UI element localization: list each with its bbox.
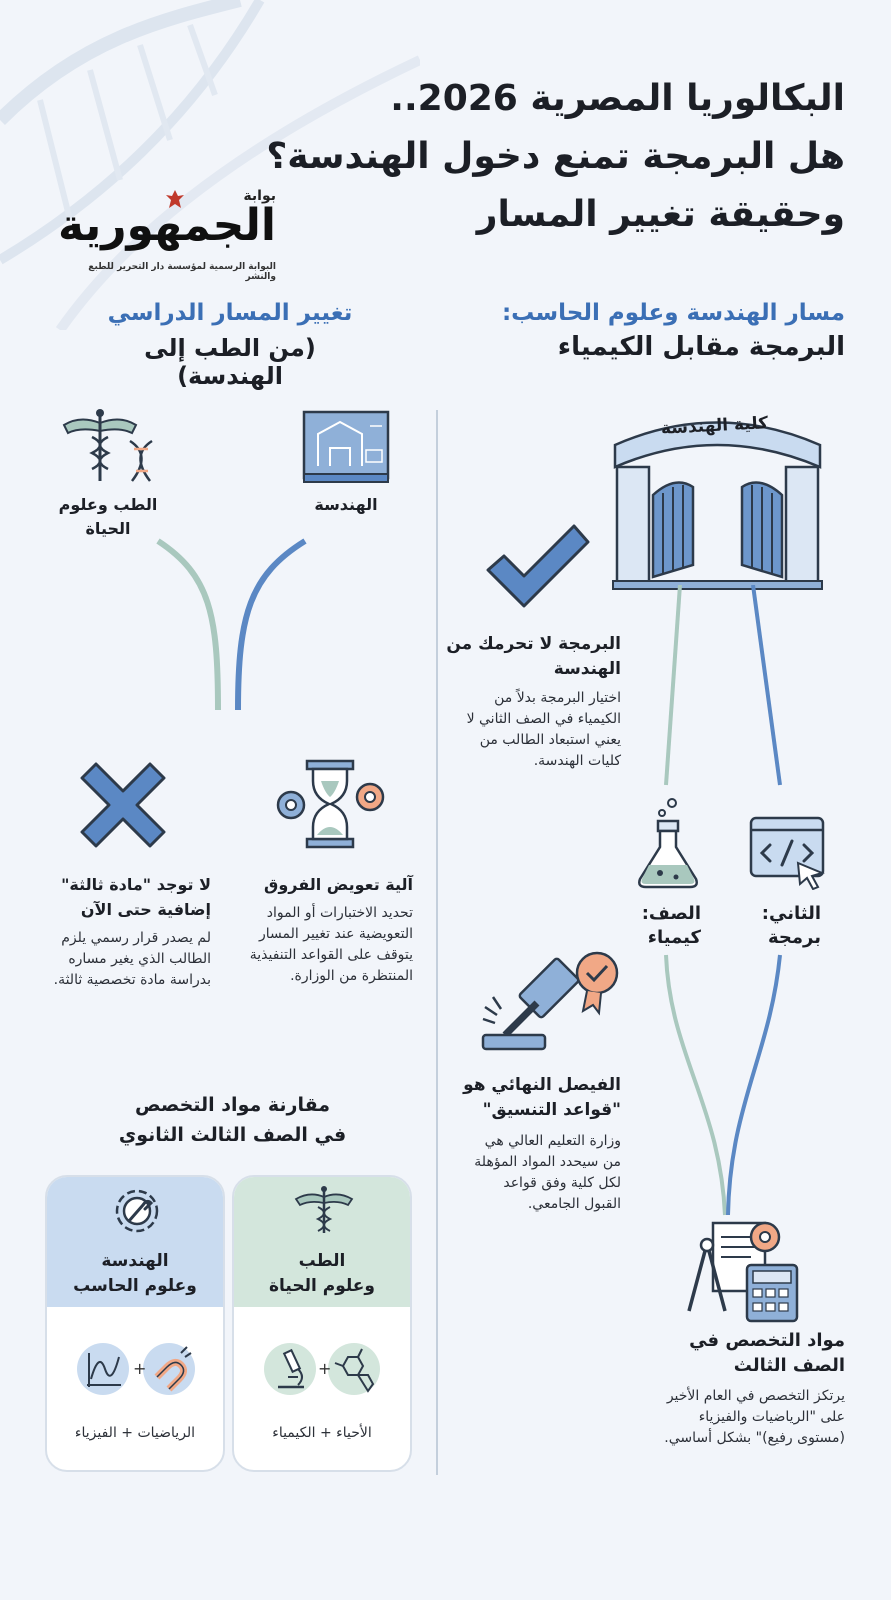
microscope-icon xyxy=(264,1343,316,1395)
item-body: اختيار البرمجة بدلاً من الكيمياء في الصف الثاني لا يعني استبعاد الطالب من كليات الهندسة. xyxy=(466,690,621,769)
gate-label: كلية الهندسة xyxy=(660,413,769,439)
logo-main-text: الجمهورية xyxy=(58,200,276,251)
programming-not-blocking xyxy=(441,632,621,772)
plus-sign: + xyxy=(133,1359,147,1378)
section-divider xyxy=(436,410,438,1475)
item-body: يرتكز التخصص في العام الأخير على "الرياضيات والفيزياء (مستوى رفيع)" بشكل أساسي. xyxy=(664,1388,845,1446)
card-title-line-2: وعلوم الحاسب xyxy=(73,1276,197,1296)
hourglass-gears-icon xyxy=(273,757,388,852)
item-body: وزارة التعليم العالي هي من سيحدد المواد المؤهلة لكل كلية وفق قواعد القبول الجامعي. xyxy=(474,1133,621,1212)
chemistry-flask-icon xyxy=(632,795,704,890)
comparison-title-line-1: مقارنة مواد التخصص xyxy=(134,1094,331,1116)
item-heading: مواد التخصص في الصف الثالث xyxy=(689,1330,845,1376)
plus-sign: + xyxy=(318,1359,332,1378)
item-heading: آلية تعويض الفروق xyxy=(264,875,413,894)
title-line-3: وحقيقة تغيير المسار xyxy=(476,194,845,235)
caduceus-dna-icon xyxy=(60,405,160,485)
left-title-line-2: (من الطب إلى الهندسة) xyxy=(144,334,316,390)
caduceus-icon xyxy=(294,1185,354,1235)
item-heading: لا توجد "مادة ثالثة" إضافية حتى الآن xyxy=(61,875,211,919)
magnet-icon xyxy=(143,1343,195,1395)
gavel-icon xyxy=(475,945,625,1055)
medicine-comparison-card xyxy=(232,1175,412,1472)
graph-icon xyxy=(77,1343,129,1395)
card-title-line-2: وعلوم الحياة xyxy=(269,1276,375,1296)
left-title-line-1: تغيير المسار الدراسي xyxy=(107,300,353,326)
title-line-2: هل البرمجة تمنع دخول الهندسة؟ xyxy=(266,136,845,177)
medicine-label: الطب وعلوم الحياة xyxy=(58,495,158,538)
compensation-mechanism xyxy=(238,872,413,987)
physics-circle xyxy=(143,1343,195,1395)
page-title xyxy=(185,70,845,244)
logo xyxy=(58,188,276,282)
item-body: لم يصدر قرار رسمي يلزم الطالب الذي يغير مساره بدراسة مادة تخصصية ثالثة. xyxy=(53,930,211,988)
left-fork-paths xyxy=(150,535,320,715)
left-section-title xyxy=(90,300,370,390)
logo-subtitle: البوابة الرسمية لمؤسسة دار التحرير للطبع والنشر xyxy=(88,262,276,282)
cross-icon xyxy=(78,760,168,850)
engineering-tools-icon xyxy=(685,1215,825,1325)
molecule-icon xyxy=(328,1343,380,1395)
title-line-1: البكالوريا المصرية 2026.. xyxy=(390,78,845,119)
gear-wrench-icon xyxy=(109,1185,165,1237)
no-third-subject xyxy=(31,872,211,991)
card-title-line-1: الطب xyxy=(298,1251,346,1271)
item-heading: الفيصل النهائي هو "قواعد التنسيق" xyxy=(463,1075,621,1120)
comparison-title xyxy=(55,1090,410,1150)
card-subjects: الأحياء + الكيمياء xyxy=(272,1425,372,1441)
engineering-label: الهندسة xyxy=(314,495,378,514)
math-circle xyxy=(77,1343,129,1395)
checkmark-icon xyxy=(482,520,594,612)
programming-label: الثاني: برمجة xyxy=(761,903,821,948)
item-body: تحديد الاختبارات أو المواد التعويضية عند تغيير المسار يتوقف على القواعد التنفيذية المنتظرة من الوزارة. xyxy=(249,905,413,984)
item-heading: البرمجة لا تحرمك من الهندسة xyxy=(446,634,621,679)
biology-circle xyxy=(264,1343,316,1395)
third-year-subjects xyxy=(650,1328,845,1449)
coordination-rules xyxy=(446,1073,621,1215)
card-title xyxy=(47,1249,223,1299)
chemistry-circle xyxy=(328,1343,380,1395)
right-section-title xyxy=(425,300,845,362)
blueprint-icon xyxy=(300,408,392,486)
right-title-line-1: مسار الهندسة وعلوم الحاسب: xyxy=(501,300,845,326)
card-subjects: الرياضيات + الفيزياء xyxy=(74,1425,196,1441)
code-screen-icon xyxy=(748,815,828,890)
chemistry-label: الصف: كيمياء xyxy=(641,903,701,948)
card-title-line-1: الهندسة xyxy=(101,1251,169,1271)
right-title-line-2: البرمجة مقابل الكيمياء xyxy=(557,332,845,362)
comparison-title-line-2: في الصف الثالث الثانوي xyxy=(118,1124,347,1146)
engineering-comparison-card xyxy=(45,1175,225,1472)
logo-small-text: بوابة xyxy=(243,188,276,204)
card-title xyxy=(234,1249,410,1299)
